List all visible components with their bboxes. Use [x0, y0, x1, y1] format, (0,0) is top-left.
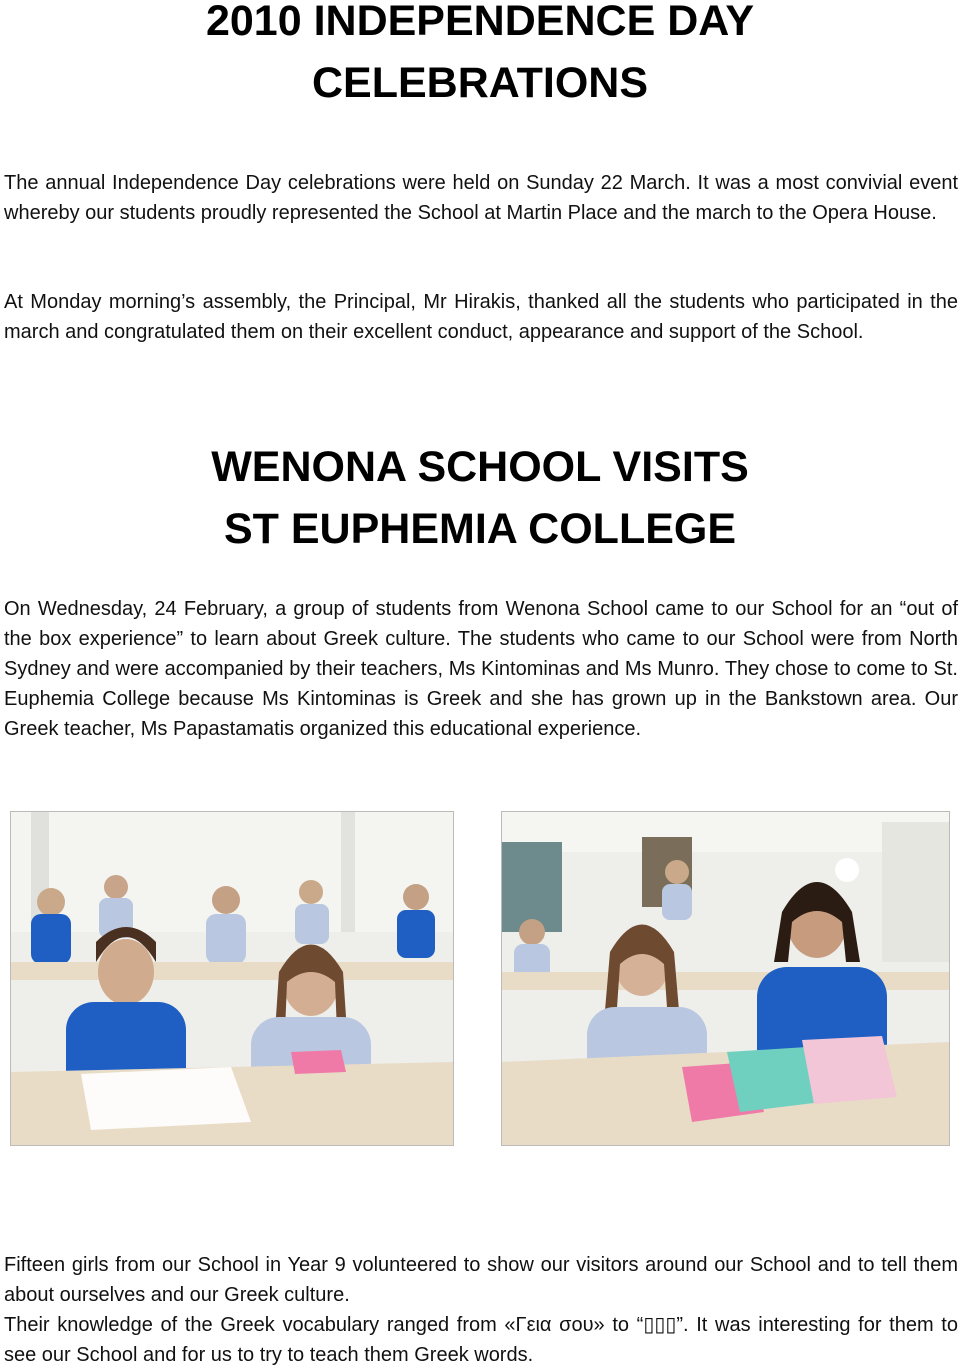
section-title-wenona-visit	[0, 436, 960, 560]
paragraph-celebrations: The annual Independence Day celebrations were held on Sunday 22 March. It was a most convivial event whereby our students proudly represented the School at Martin Place and the march to the Opera House.	[4, 172, 958, 224]
paragraph-greek-vocabulary: Their knowledge of the Greek vocabulary ranged from «Γεια σου» to “▯▯▯”. It was interesting for them to see our School and for us to try to teach them Greek words.	[4, 1314, 958, 1366]
title-line: CELEBRATIONS	[311, 59, 649, 107]
classroom-photo-left	[10, 811, 454, 1146]
paragraph-wenona-visit: On Wednesday, 24 February, a group of students from Wenona School came to our School for an “out of the box experience” to learn about Greek culture. The students who came to our School were from North Sydney and were accompanied by their teachers, Ms Kintominas and Ms Munro. They chose to come to St. Euphemia College because Ms Kintominas is Greek and she has grown up in the Bankstown area. Our Greek teacher, Ms Papastamatis organized this educational experience.	[4, 598, 958, 740]
section-title-independence-day	[0, 0, 960, 114]
paragraph-assembly: At Monday morning’s assembly, the Principal, Mr Hirakis, thanked all the students who participated in the march and congratulated them on their excellent conduct, appearance and support of the School.	[4, 291, 958, 343]
classroom-photo-icon	[11, 812, 453, 1145]
paragraph-volunteers: Fifteen girls from our School in Year 9 volunteered to show our visitors around our School and to tell them about ourselves and our Greek culture.	[4, 1254, 958, 1306]
classroom-photo-icon	[502, 812, 949, 1145]
title-line: WENONA SCHOOL VISITS	[211, 443, 749, 491]
title-line: 2010 INDEPENDENCE DAY	[205, 0, 755, 45]
classroom-photo-right	[501, 811, 950, 1146]
title-line: ST EUPHEMIA COLLEGE	[223, 505, 737, 553]
